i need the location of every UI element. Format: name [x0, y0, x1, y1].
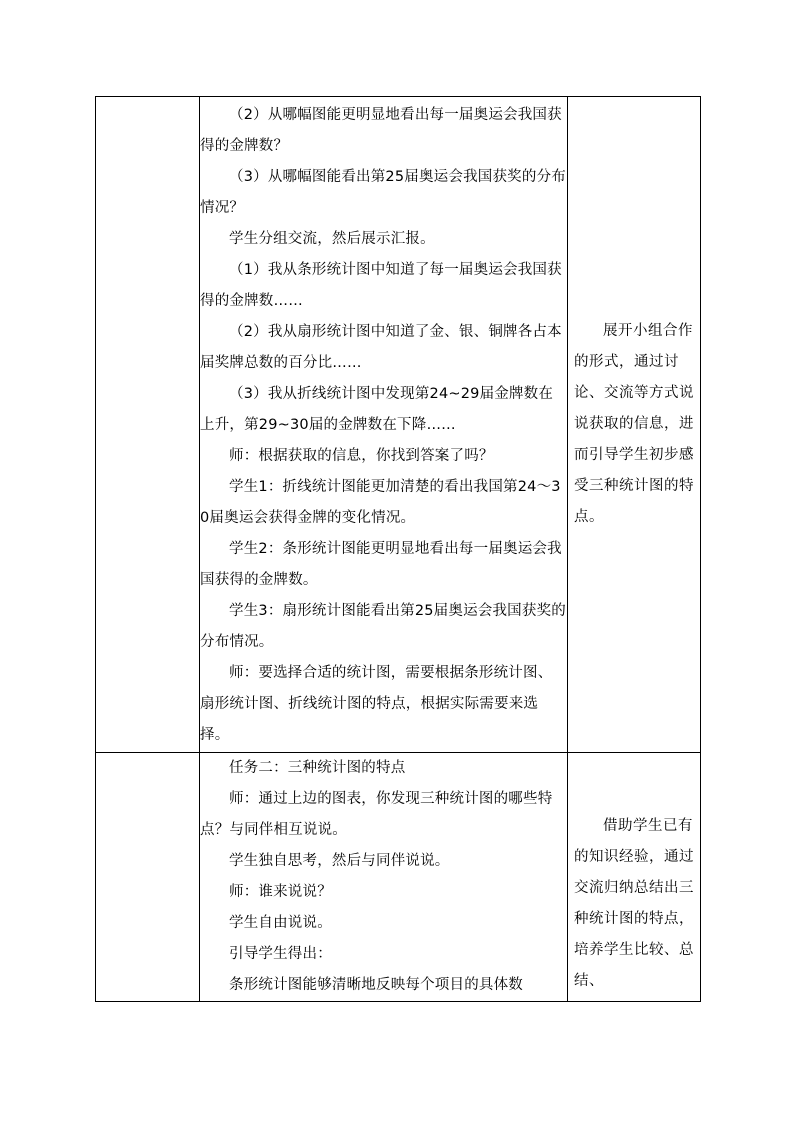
- table-row: [96, 97, 701, 753]
- teacher-question: 师：根据获取的信息，你找到答案了吗？: [229, 448, 494, 464]
- guide-conclusion: 引导学生得出：: [229, 946, 332, 962]
- design-intent-cell: [568, 97, 701, 753]
- student-think: 学生独自思考，然后与同伴说说。: [229, 853, 450, 869]
- teacher-prompt: 师：通过上边的图表，你发现三种统计图的哪些特点？与同伴相互说说。: [200, 791, 553, 838]
- report-2: （2）我从扇形统计图中知道了金、银、铜牌各占本届奖牌总数的百分比……: [200, 324, 562, 371]
- design-intent-cell: [568, 753, 701, 1002]
- group-discussion: 学生分组交流，然后展示汇报。: [229, 231, 435, 247]
- bar-chart-feature: 条形统计图能够清晰地反映每个项目的具体数: [229, 977, 523, 993]
- activity-cell: [200, 753, 568, 1002]
- question-2: （2）从哪幅图能更明显地看出每一届奥运会我国获得的金牌数？: [200, 107, 562, 154]
- report-3: （3）我从折线统计图中发现第24~29届金牌数在上升，第29~30届的金牌数在下降……: [200, 386, 554, 433]
- question-3: （3）从哪幅图能看出第25届奥运会我国获奖的分布情况？: [200, 169, 566, 216]
- design-intent-text: 借助学生已有的知识经验，通过交流归纳总结出三种统计图的特点，培养学生比较、总结、: [574, 818, 694, 989]
- students-share: 学生自由说说。: [229, 915, 332, 931]
- teacher-summary: 师：要选择合适的统计图，需要根据条形统计图、扇形统计图、折线统计图的特点，根据实际需要来选择。: [200, 665, 553, 743]
- teacher-ask: 师：谁来说说？: [229, 884, 332, 900]
- lesson-plan-table: [95, 96, 701, 1002]
- student-1-answer: 学生1：折线统计图能更加清楚的看出我国第24～30届奥运会获得金牌的变化情况。: [200, 479, 561, 526]
- section-cell: [96, 97, 200, 753]
- student-3-answer: 学生3：扇形统计图能看出第25届奥运会我国获奖的分布情况。: [200, 603, 566, 650]
- activity-cell: [200, 97, 568, 753]
- task-2-heading: 任务二：三种统计图的特点: [229, 760, 406, 776]
- section-cell: [96, 753, 200, 1002]
- student-2-answer: 学生2：条形统计图能更明显地看出每一届奥运会我国获得的金牌数。: [200, 541, 562, 588]
- report-1: （1）我从条形统计图中知道了每一届奥运会我国获得的金牌数……: [200, 262, 562, 309]
- table-row: [96, 753, 701, 1002]
- design-intent-text: 展开小组合作的形式，通过讨论、交流等方式说说获取的信息，进而引导学生初步感受三种统计图的特点。: [574, 323, 694, 525]
